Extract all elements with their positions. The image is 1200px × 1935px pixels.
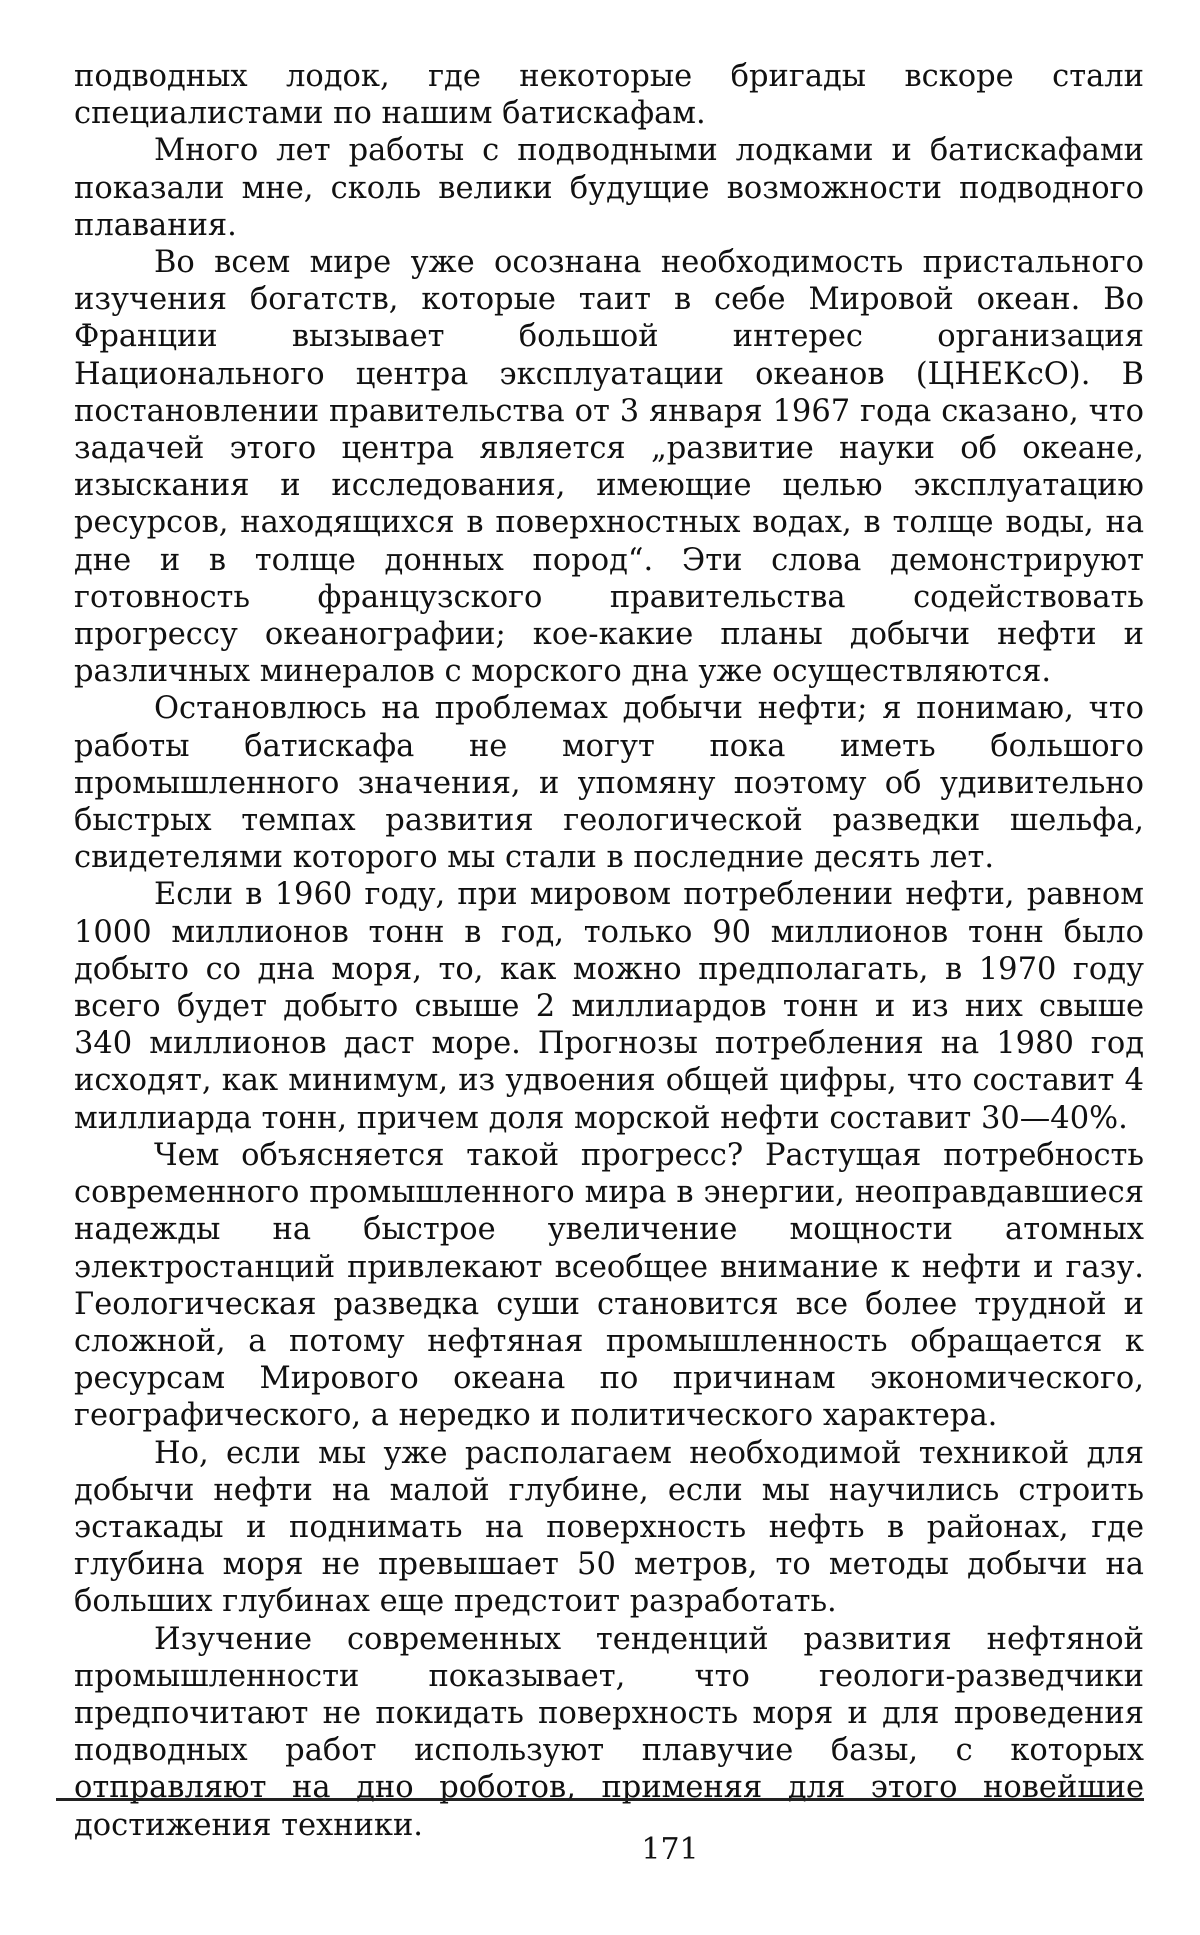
paragraph-1: подводных лодок, где некоторые бригады вскоре стали специалистами по нашим батискафам. (74, 59, 1144, 132)
paragraph-3: Во всем мире уже осознана необходимость пристального изучения богатств, которые таит в себе Мировой океан. Во Франции вызывает большой интерес организация Национального центра эксплуатации океанов (ЦНЕКсО). В постановлении правительства от 3 января 1967 года сказано, что задачей этого центра является „развитие науки об океане, изыскания и исследования, имеющие целью эксплуатацию ресурсов, находящихся в поверхностных водах, в толще воды, на дне и в толще донных пород“. Эти слова демонстрируют готовность французского правительства содействовать прогрессу океанографии; кое-какие планы добычи нефти и различных минералов с морского дна уже осуществляются. (74, 245, 1144, 690)
paragraph-2: Много лет работы с подводными лодками и батискафами показали мне, сколь велики будущие возможности подводного плавания. (74, 133, 1144, 243)
paragraph-8: Изучение современных тенденций развития нефтяной промышленности показывает, что геологи-разведчики предпочитают не покидать поверхность моря и для проведения подводных работ используют плавучие базы, с которых отправляют на дно роботов, применяя для этого новейшие достижения техники. (74, 1621, 1144, 1843)
paragraph-7: Но, если мы уже располагаем необходимой техникой для добычи нефти на малой глубине, если мы научились строить эстакады и поднимать на поверхность нефть в районах, где глубина моря не превышает 50 метров, то методы добычи на больших глубинах еще предстоит разработать. (74, 1435, 1144, 1620)
paragraph-6: Чем объясняется такой прогресс? Растущая потребность современного промышленного мира в энергии, неоправдавшиеся надежды на быстрое увеличение мощности атомных электростанций привлекают всеобщее внимание к нефти и газу. Геологическая разведка суши становится все более трудной и сложной, а потому нефтяная промышленность обращается к ресурсам Мирового океана по причинам экономического, географического, а нередко и политического характера. (74, 1137, 1144, 1434)
paragraph-5: Если в 1960 году, при мировом потреблении нефти, равном 1000 миллионов тонн в год, только 90 миллионов тонн было добыто со дна моря, то, как можно предполагать, в 1970 году всего будет добыто свыше 2 миллиардов тонн и из них свыше 340 миллионов даст море. Прогнозы потребления на 1980 год исходят, как минимум, из удвоения общей цифры, что составит 4 миллиарда тонн, причем доля морской нефти составит 30—40%. (74, 877, 1144, 1136)
paragraph-4: Остановлюсь на проблемах добычи нефти; я понимаю, что работы батискафа не могут пока иметь большого промышленного значения, и упомяну поэтому об удивительно быстрых темпах развития геологической разведки шельфа, свидетелями которого мы стали в последние десять лет. (74, 691, 1144, 876)
document-body (74, 58, 1144, 1844)
footer-divider (56, 1798, 1144, 1801)
page-number: 171 (641, 1832, 699, 1867)
